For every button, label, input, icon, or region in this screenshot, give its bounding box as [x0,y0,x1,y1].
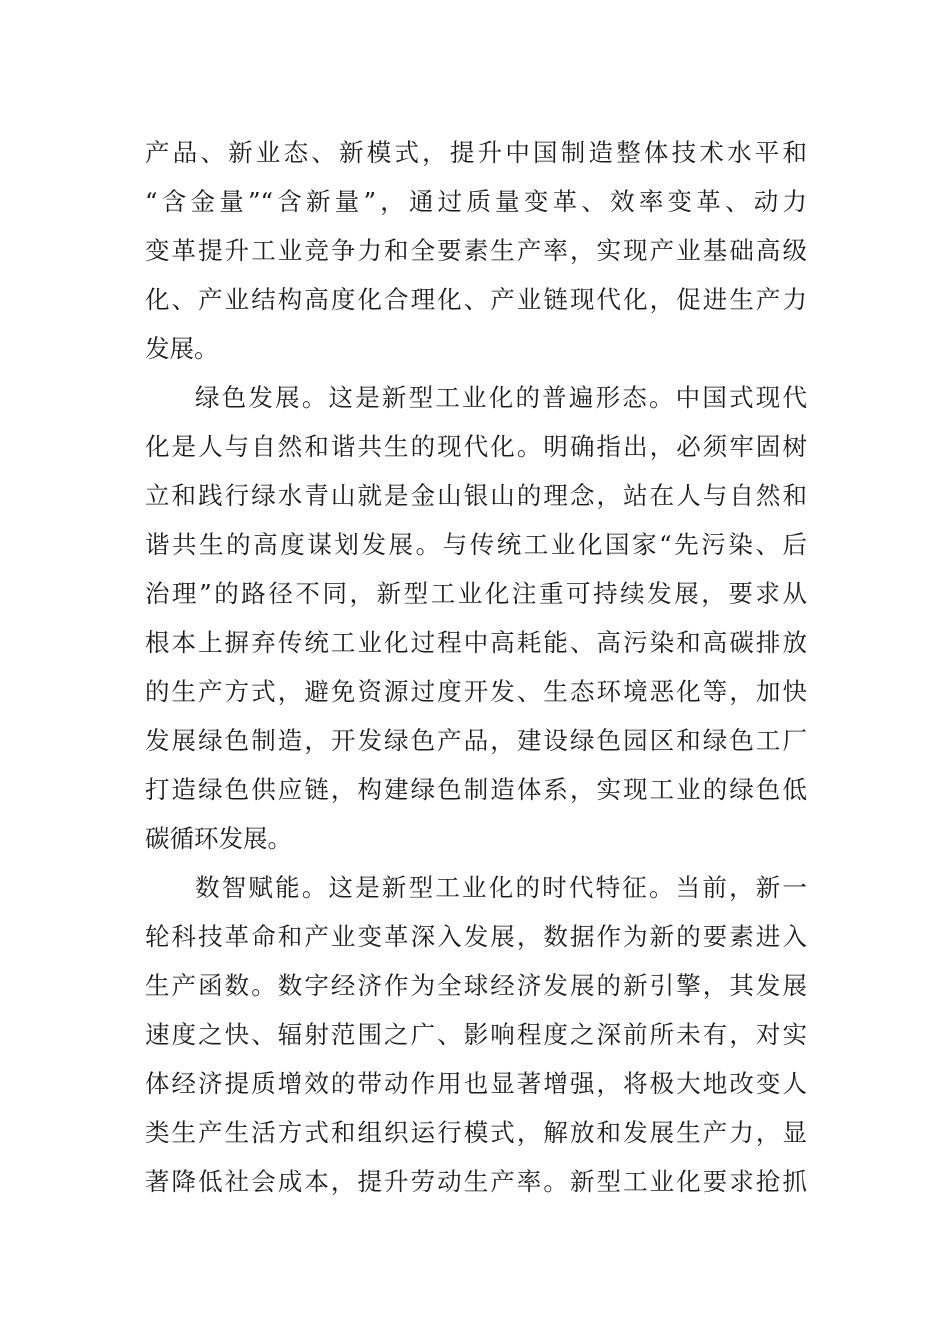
text-line: 治理”的路径不同，新型工业化注重可持续发展，要求从 [145,579,807,608]
text-line: 速度之快、辐射范围之广、影响程度之深前所未有，对实 [145,1020,807,1049]
text-line: 打造绿色供应链，构建绿色制造体系，实现工业的绿色低 [145,775,807,804]
text-line: 立和践行绿水青山就是金山银山的理念，站在人与自然和 [145,481,807,510]
paragraph-green-development [145,373,807,863]
paragraph-digital-empowerment [145,863,807,1206]
text-line: 化、产业结构高度化合理化、产业链现代化，促进生产力 [145,285,807,314]
text-line: 轮科技革命和产业变革深入发展，数据作为新的要素进入 [145,922,807,951]
text-line: 体经济提质增效的带动作用也显著增强，将极大地改变人 [145,1069,807,1098]
text-line: 化是人与自然和谐共生的现代化。明确指出，必须牢固树 [145,432,807,461]
text-line: 发展。 [145,334,219,363]
paragraph-continued [145,128,807,373]
text-line: 类生产生活方式和组织运行模式，解放和发展生产力，显 [145,1118,807,1147]
text-line: 产品、新业态、新模式，提升中国制造整体技术水平和 [145,138,807,167]
text-line: 的生产方式，避免资源过度开发、生态环境恶化等，加快 [145,677,807,706]
text-line: 碳循环发展。 [145,824,292,853]
document-page [145,128,807,1206]
text-line: 发展绿色制造，开发绿色产品，建设绿色园区和绿色工厂 [145,726,807,755]
text-line: 谐共生的高度谋划发展。与传统工业化国家“先污染、后 [145,530,807,559]
text-line: 变革提升工业竞争力和全要素生产率，实现产业基础高级 [145,236,807,265]
text-line: 数智赋能。这是新型工业化的时代特征。当前，新一 [195,873,807,902]
text-line: 绿色发展。这是新型工业化的普遍形态。中国式现代 [195,383,807,412]
text-line: 根本上摒弃传统工业化过程中高耗能、高污染和高碳排放 [145,628,807,657]
text-line: “含金量”“含新量”，通过质量变革、效率变革、动力 [145,187,807,216]
text-line: 生产函数。数字经济作为全球经济发展的新引擎，其发展 [145,971,807,1000]
text-line: 著降低社会成本，提升劳动生产率。新型工业化要求抢抓 [145,1167,807,1196]
